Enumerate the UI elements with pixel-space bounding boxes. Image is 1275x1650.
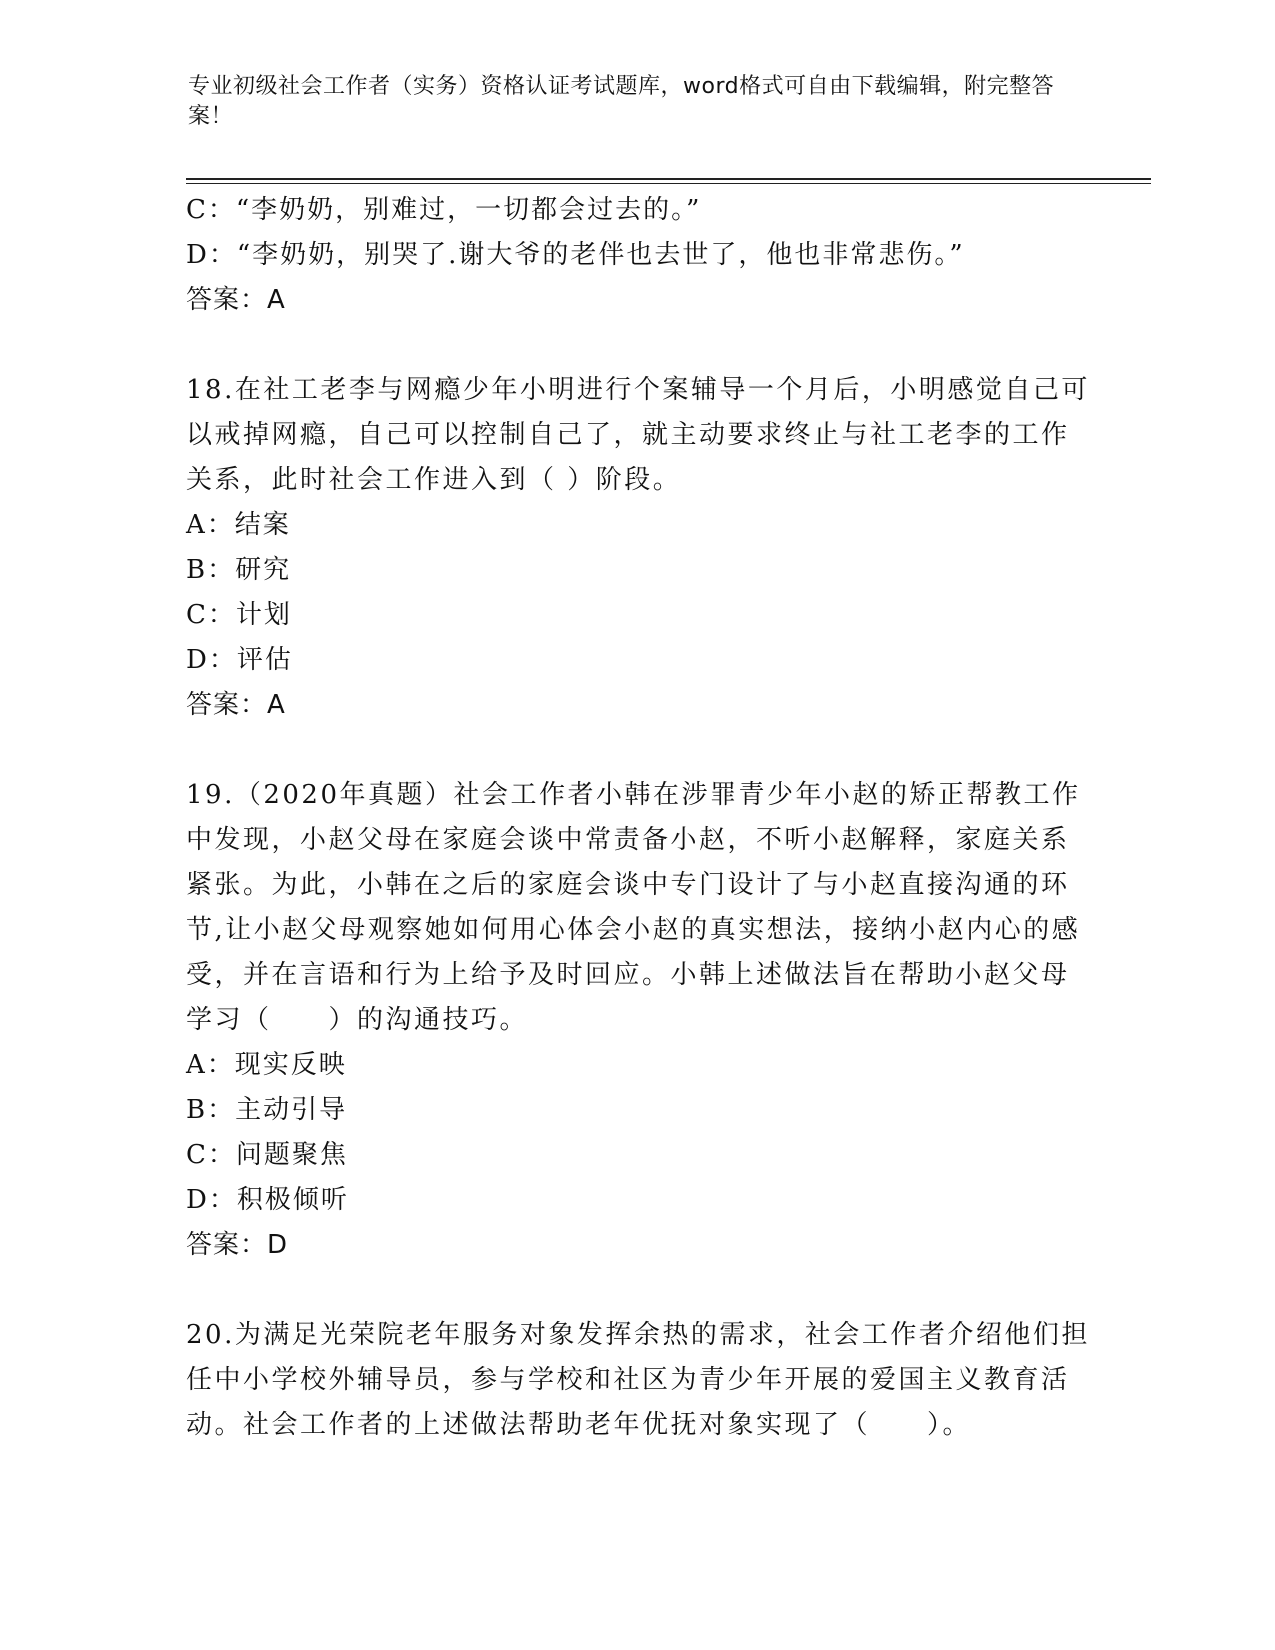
- header-divider-thin: [186, 183, 1151, 184]
- question-19-option-a: A：现实反映: [186, 1050, 347, 1080]
- question-18-option-a: A：结案: [186, 510, 291, 540]
- option-d: D：“李奶奶，别哭了.谢大爷的老伴也去世了，他也非常悲伤。”: [186, 240, 965, 270]
- spacer: [186, 728, 1096, 773]
- question-18-stem: 18.在社工老李与网瘾少年小明进行个案辅导一个月后，小明感觉自己可以戒掉网瘾，自己可以控制自己了，就主动要求终止与社工老李的工作关系，此时社会工作进入到（ ）阶段。: [186, 375, 1090, 495]
- page-header: 专业初级社会工作者（实务）资格认证考试题库，word格式可自由下载编辑，附完整答案！: [188, 74, 1055, 129]
- question-18-option-d: D：评估: [186, 645, 293, 675]
- question-content: [186, 188, 1096, 1448]
- answer: 答案：A: [186, 285, 286, 315]
- question-18-option-b: B：研究: [186, 555, 292, 585]
- question-18-answer: 答案：A: [186, 690, 286, 720]
- question-19-stem: 19.（2020年真题）社会工作者小韩在涉罪青少年小赵的矫正帮教工作中发现，小赵父母在家庭会谈中常责备小赵，不听小赵解释，家庭关系紧张。为此，小韩在之后的家庭会谈中专门设计了与小赵直接沟通的环节,让小赵父母观察她如何用心体会小赵的真实想法，接纳小赵内心的感受，并在言语和行为上给予及时回应。小韩上述做法旨在帮助小赵父母学习（ ）的沟通技巧。: [186, 780, 1081, 1035]
- spacer: [186, 1268, 1096, 1313]
- question-19-option-d: D：积极倾听: [186, 1185, 349, 1215]
- question-19-answer: 答案：D: [186, 1230, 289, 1260]
- question-19-option-b: B：主动引导: [186, 1095, 348, 1125]
- question-18-option-c: C：计划: [186, 600, 292, 630]
- spacer: [186, 323, 1096, 368]
- question-20-stem: 20.为满足光荣院老年服务对象发挥余热的需求，社会工作者介绍他们担任中小学校外辅导员，参与学校和社区为青少年开展的爱国主义教育活动。社会工作者的上述做法帮助老年优抚对象实现了（ ）。: [186, 1320, 1090, 1440]
- question-19-option-c: C：问题聚焦: [186, 1140, 348, 1170]
- option-c: C：“李奶奶，别难过，一切都会过去的。”: [186, 195, 702, 225]
- header-divider: [186, 178, 1151, 180]
